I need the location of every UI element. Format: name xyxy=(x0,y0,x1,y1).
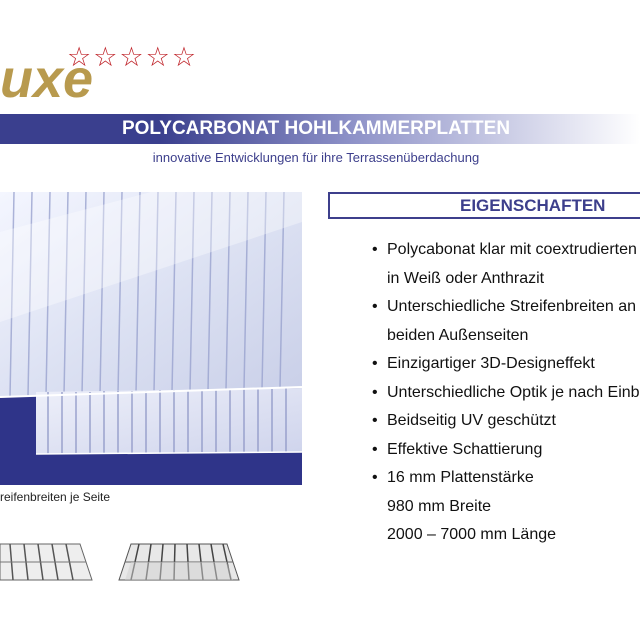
image-caption: reifenbreiten je Seite xyxy=(0,490,111,504)
list-item: beiden Außenseiten xyxy=(387,326,529,344)
bullet-icon: • xyxy=(372,241,378,258)
page-title: POLYCARBONAT HOHLKAMMERPLATTEN xyxy=(121,118,511,139)
sheet-profile-illustration-right xyxy=(117,538,242,588)
list-item: in Weiß oder Anthrazit xyxy=(387,269,545,287)
sheet-profile-illustration-left xyxy=(0,538,95,588)
list-item: • 16 mm Plattenstärke xyxy=(372,464,640,493)
bullet-icon: • xyxy=(372,440,378,458)
brand-logo: uxe xyxy=(0,49,94,109)
list-item: • Unterschiedliche Optik je nach Einb xyxy=(372,379,640,408)
list-item: 2000 – 7000 mm Länge xyxy=(387,526,557,543)
page-subtitle: innovative Entwicklungen für ihre Terrassenüberdachung xyxy=(152,150,480,165)
bullet-icon: • xyxy=(372,469,378,486)
list-item: • Unterschiedliche Streifenbreiten an xyxy=(372,293,640,322)
list-item: • Polycabonat klar mit coextrudierten xyxy=(372,236,640,265)
properties-heading: EIGENSCHAFTEN xyxy=(328,192,640,219)
list-item: • Beidseitig UV geschützt xyxy=(372,407,640,436)
rating-stars: ☆☆☆☆☆ xyxy=(67,42,199,72)
product-photo xyxy=(0,192,302,485)
bullet-icon: • xyxy=(372,412,378,429)
multiwall-sheet-illustration xyxy=(0,192,302,485)
bullet-icon: • xyxy=(372,355,378,372)
properties-list xyxy=(372,236,640,550)
list-item: 980 mm Breite xyxy=(387,497,492,515)
bullet-icon: • xyxy=(372,383,378,401)
list-item: • Effektive Schattierung xyxy=(372,436,640,465)
bullet-icon: • xyxy=(372,298,378,315)
list-item: • Einzigartiger 3D-Designeffekt xyxy=(372,350,640,379)
